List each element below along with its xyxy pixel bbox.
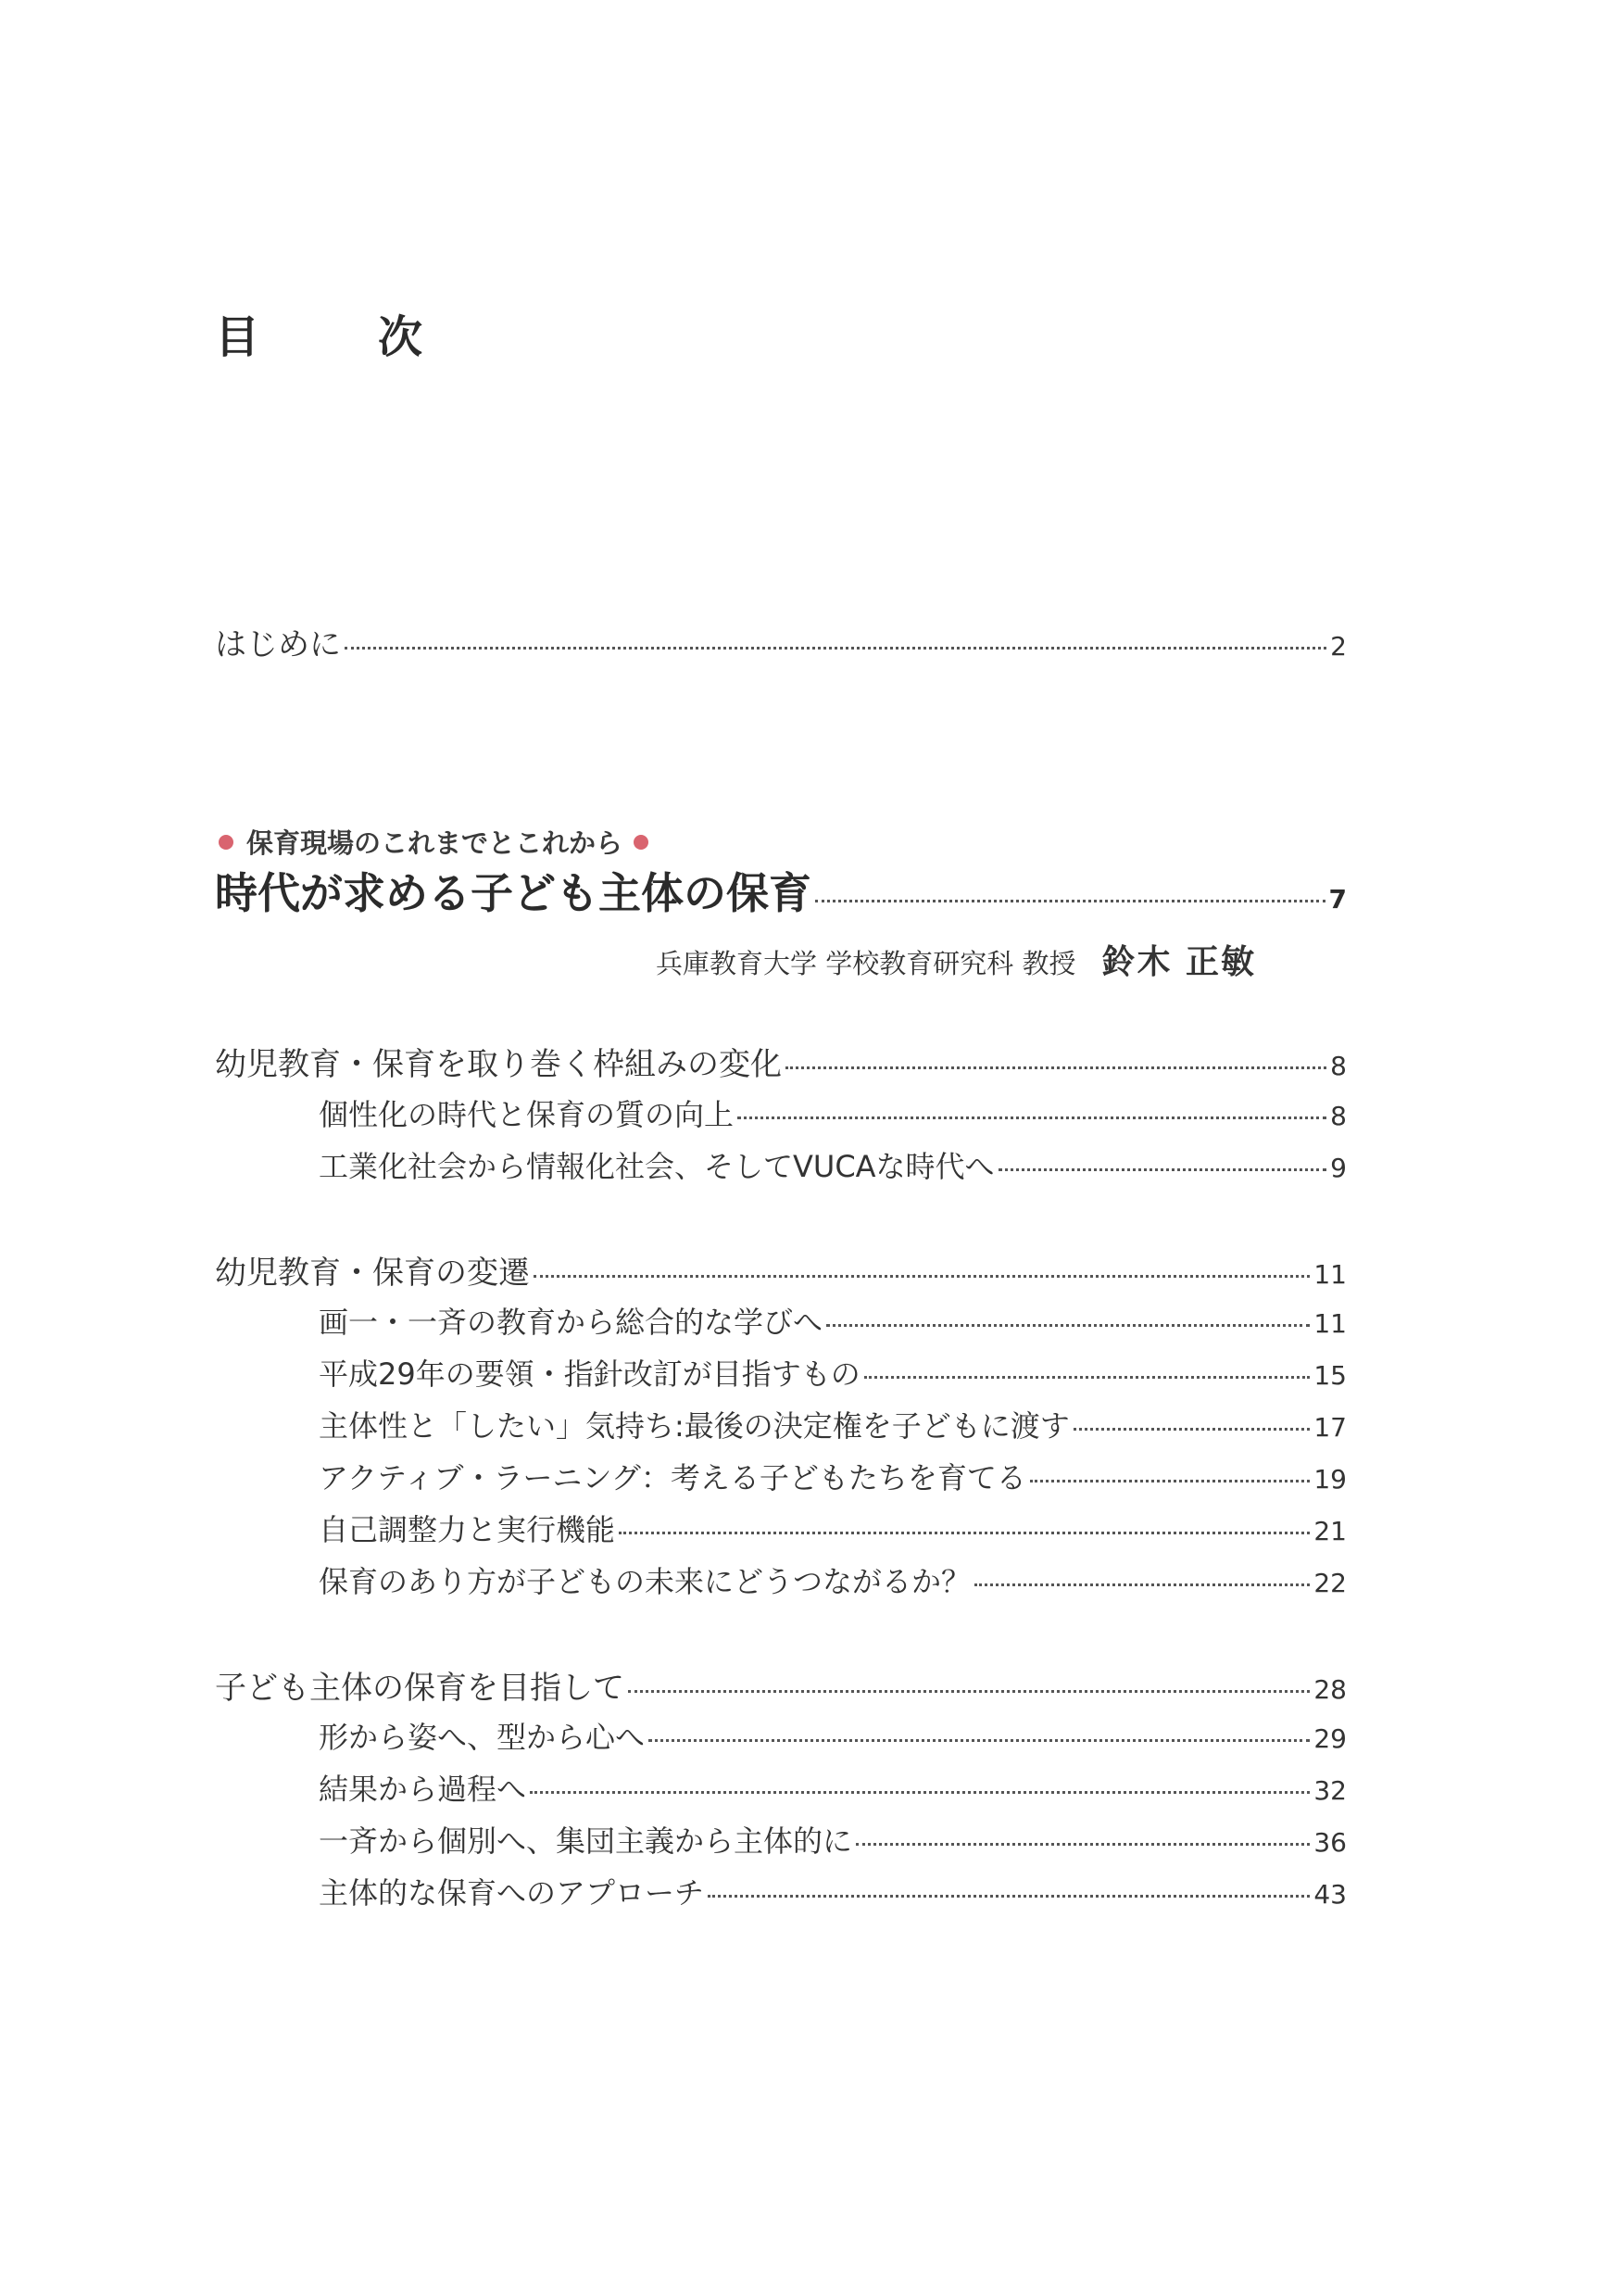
toc-section-page: 8 [1330, 1051, 1347, 1081]
toc-subentry-page: 43 [1313, 1879, 1347, 1910]
leader-dots [999, 1168, 1327, 1171]
toc-entry-feature[interactable] [215, 860, 1347, 921]
toc-subentry-label: 保育のあり方が子どもの未来にどうつながるか？ [319, 1564, 972, 1599]
toc-subentry[interactable] [319, 1507, 1347, 1549]
leader-dots [1074, 1428, 1311, 1431]
toc-entry-label: はじめに [215, 626, 341, 663]
toc-subentry-label: 自己調整力と実行機能 [319, 1512, 616, 1547]
toc-subentry[interactable] [319, 1091, 1347, 1134]
author-affiliation: 兵庫教育大学 学校教育研究科 教授 [656, 948, 1076, 979]
toc-subentry-label: 個性化の時代と保育の質の向上 [319, 1097, 735, 1132]
toc-subentry-label: 平成29年の要領・指針改訂が目指すもの [319, 1356, 861, 1392]
toc-subentry-label: 主体的な保育へのアプローチ [319, 1875, 705, 1911]
author-name: 鈴木 正敏 [1101, 943, 1256, 981]
toc-section-label: 幼児教育・保育の変遷 [215, 1255, 530, 1292]
leader-dots [530, 1791, 1310, 1794]
feature-kicker [215, 823, 660, 861]
toc-section-label: 幼児教育・保育を取り巻く枠組みの変化 [215, 1046, 782, 1083]
toc-subentry-page: 22 [1313, 1568, 1347, 1598]
feature-page: 7 [1328, 884, 1347, 915]
toc-subentry[interactable] [319, 1870, 1347, 1912]
toc-subentry[interactable] [319, 1299, 1347, 1342]
leader-dots [815, 900, 1325, 902]
leader-dots [1030, 1480, 1311, 1482]
toc-section[interactable] [215, 1662, 1347, 1708]
bullet-dot-icon [219, 835, 233, 850]
page-title: 目 次 [215, 311, 460, 363]
feature-kicker-text: 保育現場のこれまでとこれから [246, 827, 623, 859]
toc-subentry[interactable] [319, 1455, 1347, 1497]
toc-section[interactable] [215, 1247, 1347, 1293]
toc-subentry[interactable] [319, 1143, 1347, 1186]
toc-subentry[interactable] [319, 1766, 1347, 1809]
toc-subentry-page: 17 [1313, 1412, 1347, 1443]
leader-dots [628, 1690, 1310, 1693]
toc-subentry-page: 32 [1313, 1775, 1347, 1806]
toc-subentry-page: 11 [1313, 1308, 1347, 1339]
toc-subentry-label: 結果から過程へ [319, 1772, 527, 1807]
leader-dots [974, 1583, 1310, 1586]
toc-subentry-page: 29 [1313, 1723, 1347, 1754]
toc-subentry-label: アクティブ・ラーニング：考える子どもたちを育てる [319, 1460, 1026, 1495]
toc-subentry[interactable] [319, 1403, 1347, 1445]
leader-dots [826, 1324, 1310, 1327]
leader-dots [345, 647, 1326, 650]
leader-dots [648, 1739, 1310, 1742]
toc-subentry-page: 8 [1330, 1101, 1347, 1131]
toc-subentry-page: 15 [1313, 1360, 1347, 1391]
toc-section-page: 11 [1313, 1259, 1347, 1290]
toc-subentry[interactable] [319, 1818, 1347, 1861]
bullet-dot-icon [634, 835, 648, 850]
toc-subentry-label: 主体性と「したい」気持ち:最後の決定権を子どもに渡す [319, 1408, 1070, 1444]
toc-entry-intro[interactable] [215, 619, 1347, 664]
feature-author [0, 936, 1256, 983]
toc-subentry[interactable] [319, 1558, 1347, 1601]
leader-dots [708, 1895, 1310, 1898]
toc-subentry-page: 21 [1313, 1516, 1347, 1546]
toc-section-label: 子ども主体の保育を目指して [215, 1670, 624, 1707]
toc-subentry-label: 工業化社会から情報化社会、そしてVUCAな時代へ [319, 1149, 995, 1184]
leader-dots [534, 1275, 1310, 1278]
leader-dots [856, 1843, 1310, 1846]
toc-section-page: 28 [1313, 1674, 1347, 1705]
leader-dots [864, 1376, 1311, 1379]
leader-dots [619, 1532, 1310, 1534]
toc-subentry-page: 19 [1313, 1464, 1347, 1495]
toc-subentry-label: 形から姿へ、型から心へ [319, 1720, 646, 1755]
feature-title: 時代が求める子ども主体の保育 [215, 868, 811, 918]
toc-subentry[interactable] [319, 1714, 1347, 1757]
toc-subentry-label: 一斉から個別へ、集団主義から主体的に [319, 1823, 853, 1859]
toc-subentry-page: 36 [1313, 1827, 1347, 1858]
toc-subentry-label: 画一・一斉の教育から総合的な学びへ [319, 1305, 823, 1340]
leader-dots [785, 1066, 1326, 1069]
toc-entry-page: 2 [1330, 631, 1347, 662]
toc-section[interactable] [215, 1039, 1347, 1084]
toc-subentry[interactable] [319, 1351, 1347, 1394]
toc-subentry-page: 9 [1330, 1153, 1347, 1183]
leader-dots [737, 1116, 1326, 1119]
